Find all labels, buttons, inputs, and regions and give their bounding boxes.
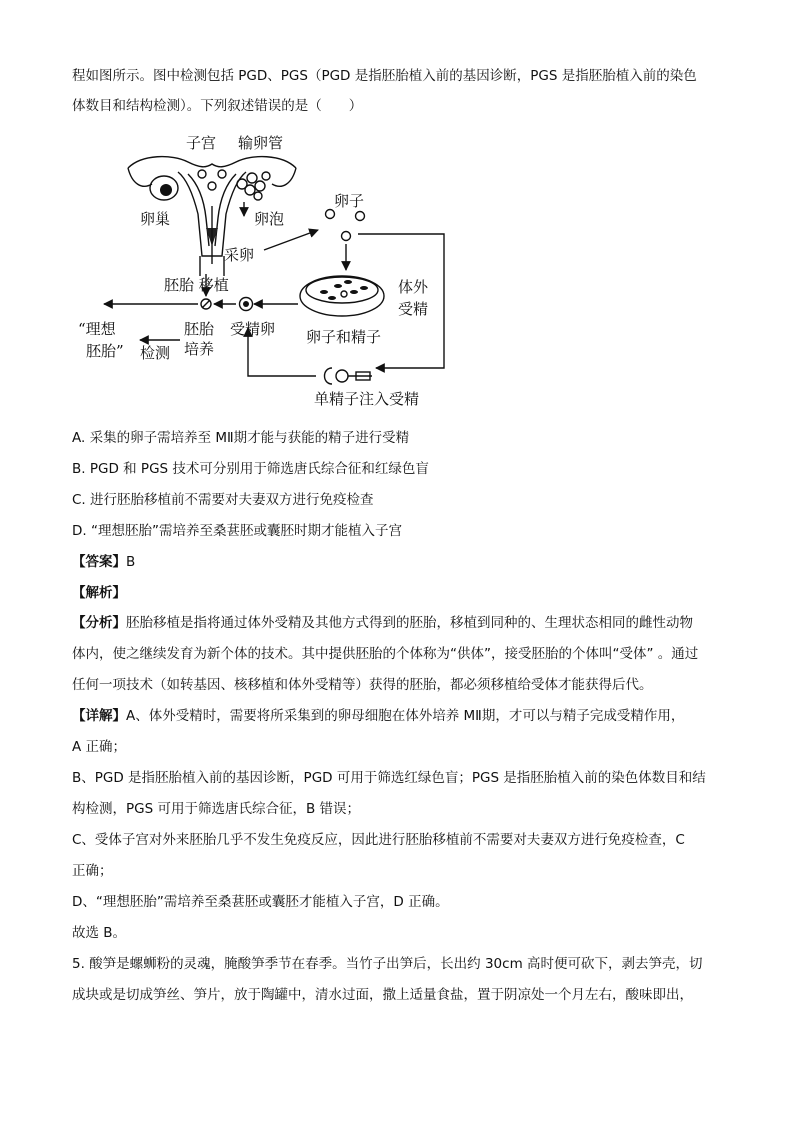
fenxi-text-1: 胚胎移植是指将通过体外受精及其他方式得到的胚胎，移植到同种的、生理状态相同的雌性动物 [126,615,693,631]
xiangjie-line-a2: A 正确； [72,739,127,755]
xiangjie-line-c1: C、受体子宫对外来胚胎几乎不发生免疫反应，因此进行胚胎移植前不需要对夫妻双方进行免疫检查，C [72,832,685,848]
xiangjie-line-a1 [72,706,684,726]
label-follicle: 卵泡 [254,210,285,228]
answer-tag: 【答案】 [72,554,126,570]
xiangjie-line-b2: 构检测，PGS 可用于筛选唐氏综合征，B 错误； [72,801,361,817]
option-a: A. 采集的卵子需培养至 MⅡ期才能与获能的精子进行受精 [72,430,410,446]
label-ovary: 卵巢 [140,210,171,228]
question-5-line-2: 成块或是切成笋丝、笋片，放于陶罐中，清水过面，撒上适量食盐，置于阴凉处一个月左右，酸味即出， [72,987,693,1003]
xiangjie-line-d1: D、“理想胚胎”需培养至桑葚胚或囊胚才能植入子宫，D 正确。 [72,894,449,910]
ivf-process-figure [76,128,456,410]
xiangjie-line-b1: B、PGD 是指胚胎植入前的基因诊断，PGD 可用于筛选红绿色盲；PGS 是指胚胎植入前的染色体数目和结 [72,770,706,786]
answer-value: B [126,554,136,570]
petri-dish-icon [300,276,384,316]
label-egg: 卵子 [334,192,365,210]
question-5-line-1: 5. 酸笋是螺蛳粉的灵魂，腌酸笋季节在春季。当竹子出笋后，长出约 30cm 高时便可砍下，剥去笋壳，切 [72,956,703,972]
xiangjie-line-c2: 正确； [72,863,113,879]
option-c: C. 进行胚胎移植前不需要对夫妻双方进行免疫检查 [72,492,374,508]
label-icsi: 单精子注入受精 [314,390,420,408]
fenxi-line-3: 任何一项技术（如转基因、核移植和体外受精等）获得的胚胎，都必须移植给受体才能获得后代。 [72,677,653,693]
fenxi-line-2: 体内，使之继续发育为新个体的技术。其中提供胚胎的个体称为“供体”，接受胚胎的个体叫“受体” 。通过 [72,646,699,662]
label-culture-1: 胚胎 [184,320,215,338]
label-in-vitro-2: 受精 [398,300,429,318]
xiangjie-conclusion: 故选 B。 [72,925,127,941]
answer-line [72,552,135,572]
xiangjie-text-a1: A、体外受精时，需要将所采集到的卵母细胞在体外培养 MⅡ期，才可以与精子完成受精作用， [126,708,685,724]
label-collect: 采卵 [224,246,255,264]
intro-line-2: 体数目和结构检测）。下列叙述错误的是（ ） [72,98,363,114]
label-culture-2: 培养 [184,340,215,358]
label-transfer: 胚胎 移植 [164,276,229,294]
intro-line-1: 程如图所示。图中检测包括 PGD、PGS（PGD 是指胚胎植入前的基因诊断，PGS 是指胚胎植入前的染色 [72,68,697,84]
label-ideal-2: 胚胎” [86,342,124,360]
label-uterus: 子宫 [186,134,217,152]
label-ideal-1: “理想 [78,320,116,338]
label-detect: 检测 [140,344,171,362]
label-egg-sperm: 卵子和精子 [306,328,382,346]
label-oviduct: 输卵管 [238,134,284,152]
option-d: D. “理想胚胎”需培养至桑葚胚或囊胚时期才能植入子宫 [72,523,402,539]
fenxi-line-1 [72,613,693,633]
micropipette-icon [325,368,373,384]
analysis-tag: 【解析】 [72,585,126,601]
option-b: B. PGD 和 PGS 技术可分别用于筛选唐氏综合征和红绿色盲 [72,461,429,477]
xiangjie-tag: 【详解】 [72,708,126,724]
label-zygote: 受精卵 [230,320,276,338]
fenxi-tag: 【分析】 [72,615,126,631]
label-in-vitro-1: 体外 [398,278,429,296]
